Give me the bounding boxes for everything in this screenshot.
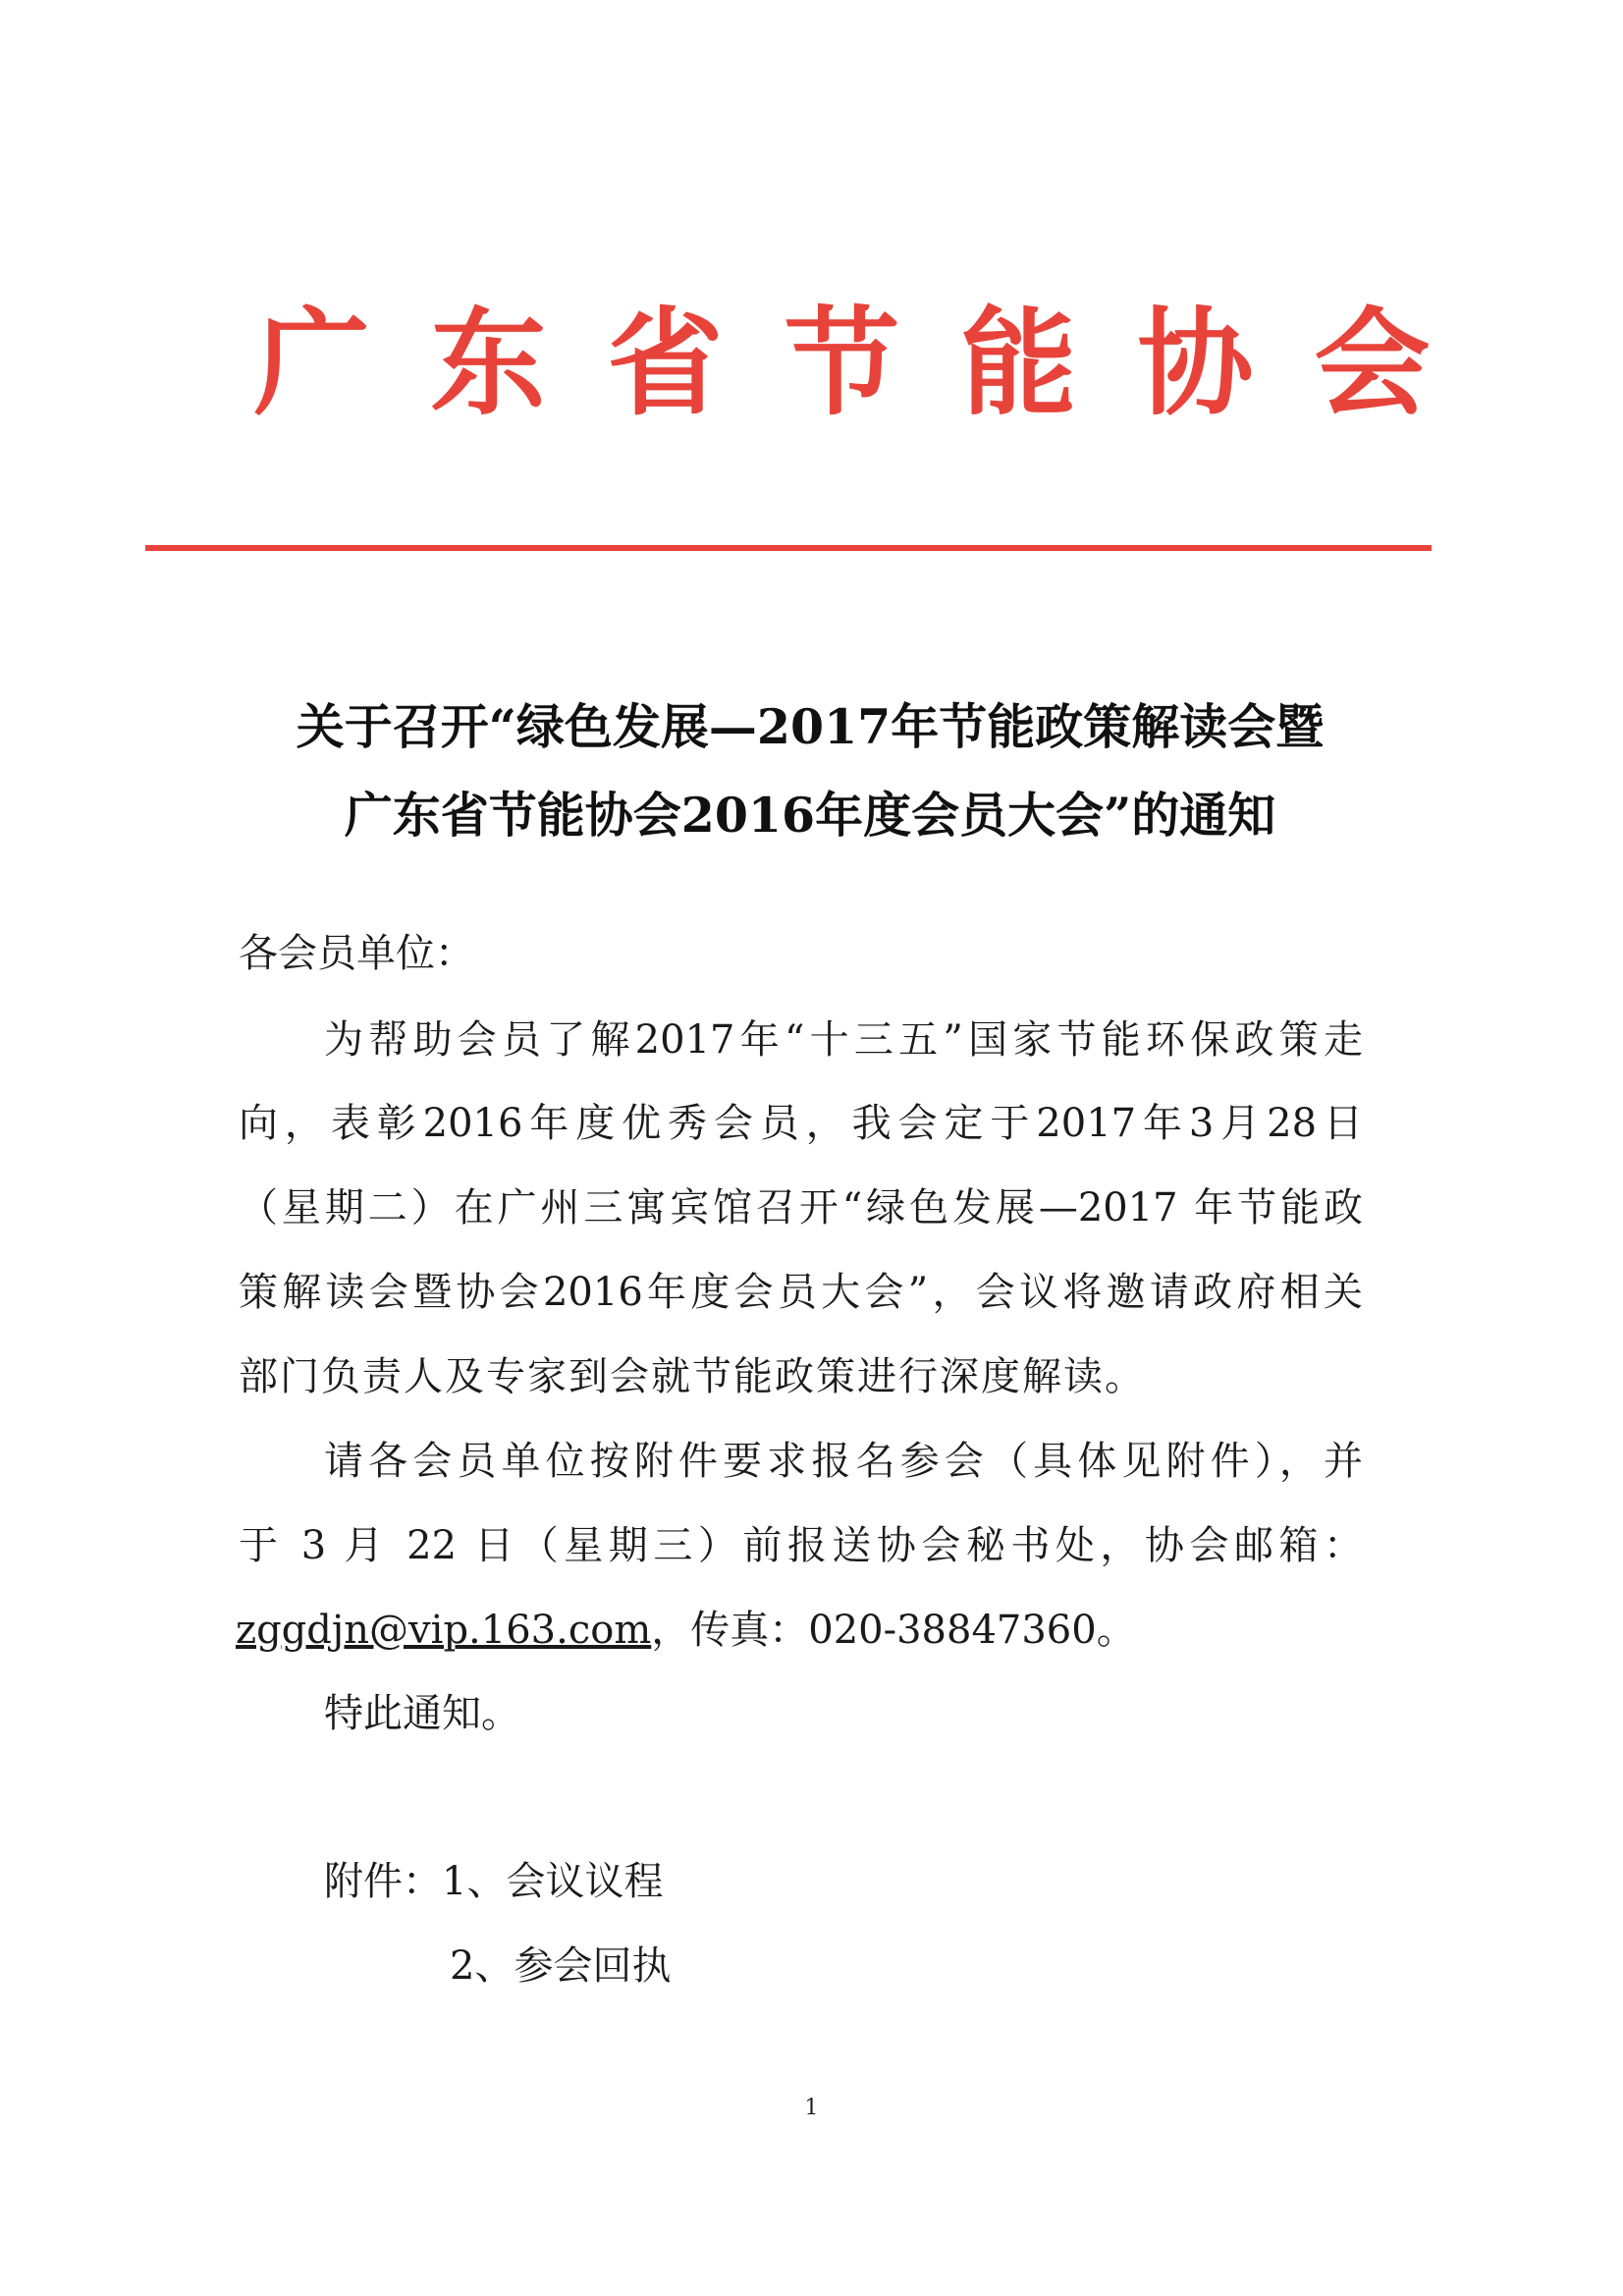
body-paragraph-2-line-1: 请各会员单位按附件要求报名参会（具体见附件），并 bbox=[324, 1439, 1363, 1484]
attachment-item-2: 2、参会回执 bbox=[450, 1943, 672, 1989]
body-paragraph-1-line-2: 向，表彰2016年度优秀会员，我会定于2017年3月28日 bbox=[239, 1101, 1363, 1146]
notice-title-line-1: 关于召开“绿色发展—2017年节能政策解读会暨 bbox=[296, 698, 1325, 755]
body-paragraph-1-line-4: 策解读会暨协会2016年度会员大会”，会议将邀请政府相关 bbox=[239, 1270, 1363, 1315]
contact-line bbox=[236, 1603, 1136, 1658]
body-paragraph-1-line-3: （星期二）在广州三寓宾馆召开“绿色发展—2017 年节能政 bbox=[239, 1185, 1363, 1230]
page-number: 1 bbox=[804, 2096, 819, 2120]
body-paragraph-1-line-5: 部门负责人及专家到会就节能政策进行深度解读。 bbox=[239, 1354, 1146, 1399]
attachments-line-1 bbox=[324, 1854, 663, 1909]
body-paragraph-2-line-2: 于 3 月 22 日（星期三）前报送协会秘书处，协会邮箱： bbox=[239, 1523, 1363, 1568]
letterhead-title: 广东省节能协会 bbox=[253, 296, 1491, 431]
salutation: 各会员单位： bbox=[239, 931, 474, 976]
attachment-item-1: 1、会议议程 bbox=[442, 1859, 664, 1904]
notice-title-line-2: 广东省节能协会2016年度会员大会”的通知 bbox=[344, 787, 1276, 844]
letterhead-divider bbox=[145, 545, 1432, 551]
fax-text: ，传真：020-38847360。 bbox=[651, 1608, 1136, 1653]
attachments-label: 附件： bbox=[324, 1859, 442, 1904]
closing-text: 特此通知。 bbox=[324, 1691, 520, 1736]
body-paragraph-1-line-1: 为帮助会员了解2017年“十三五”国家节能环保政策走 bbox=[324, 1017, 1363, 1063]
email-link[interactable]: zggdjn@vip.163.com bbox=[236, 1608, 652, 1653]
